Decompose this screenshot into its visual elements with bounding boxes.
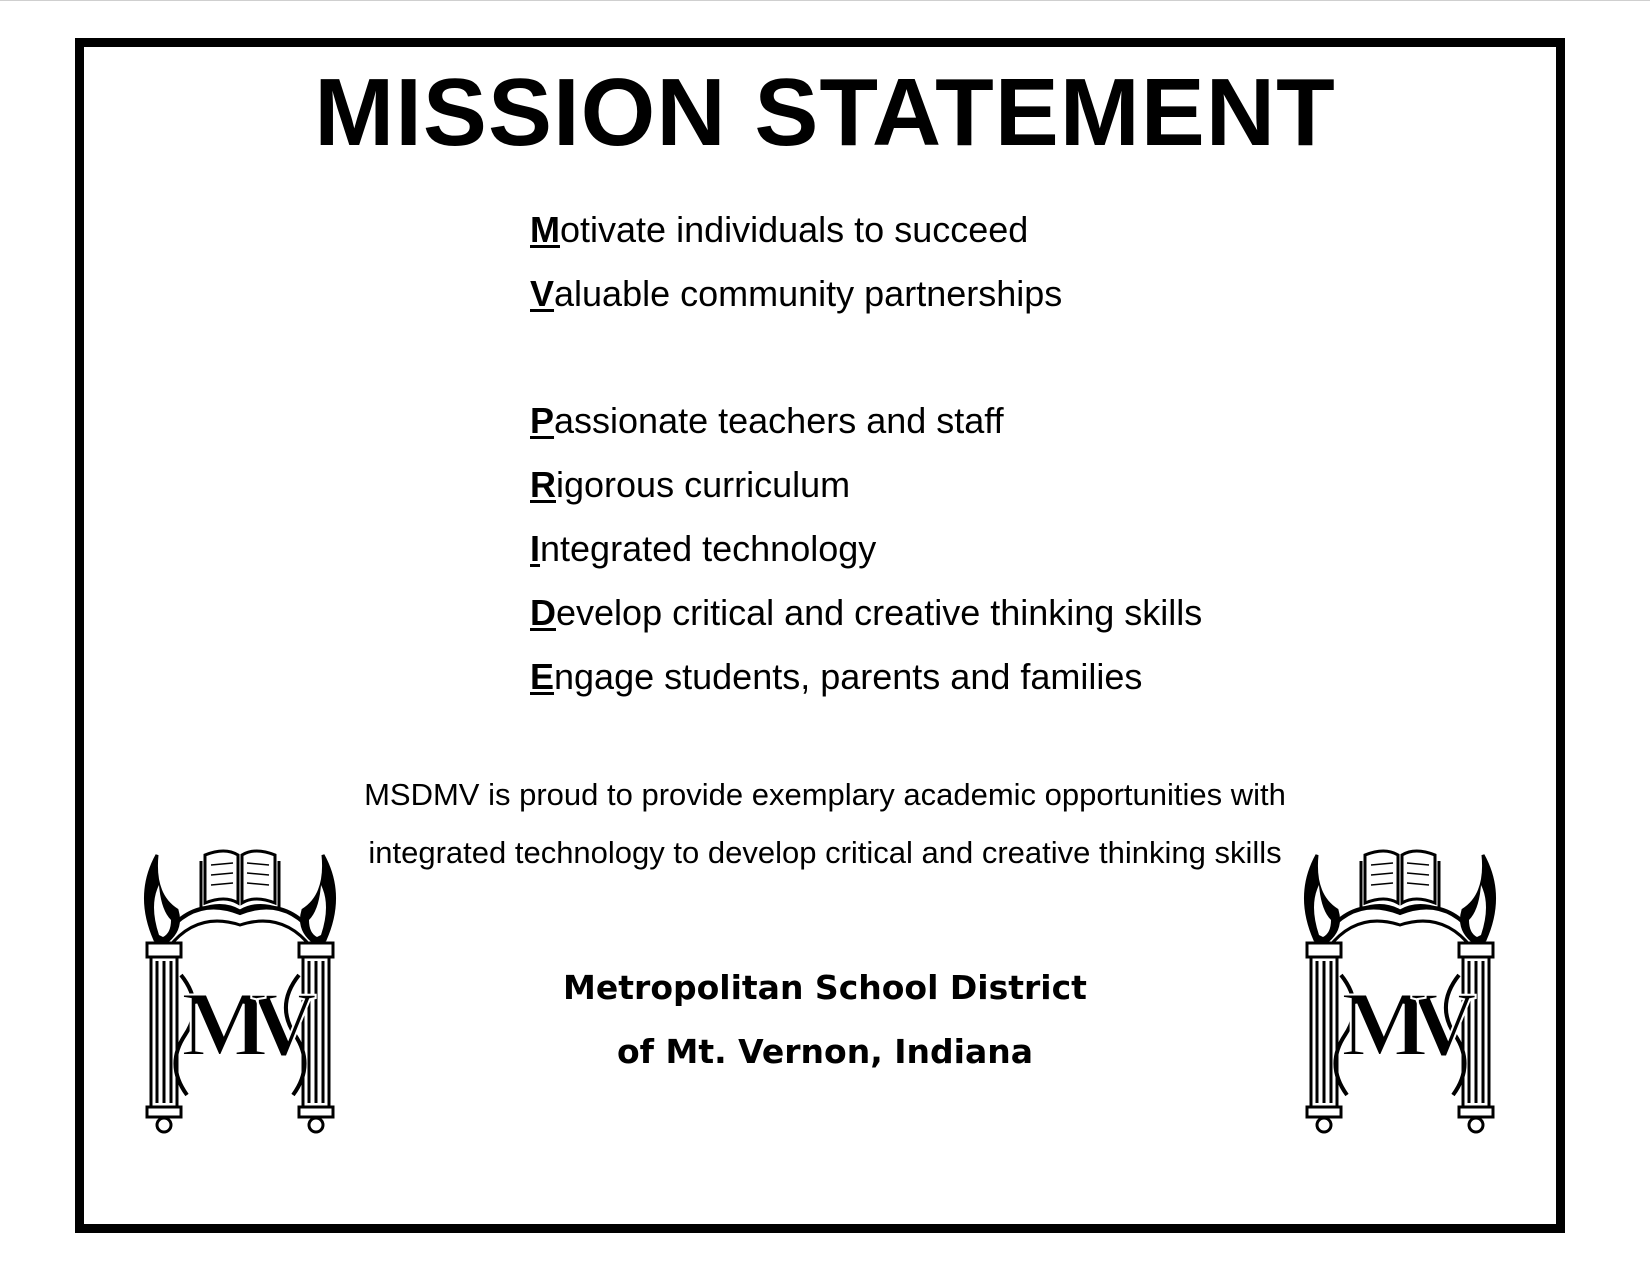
mission-acrostic	[530, 198, 1202, 709]
acrostic-letter: I	[530, 528, 541, 569]
acrostic-letter: E	[530, 656, 555, 697]
acrostic-line-e	[530, 645, 1202, 709]
acrostic-text: igorous curriculum	[556, 464, 851, 505]
mv-torch-book-emblem-icon	[1285, 825, 1515, 1145]
acrostic-line-p	[530, 389, 1202, 453]
district-name-line: of Mt. Vernon, Indiana	[617, 1032, 1033, 1071]
acrostic-line-v	[530, 262, 1202, 326]
district-name-line: Metropolitan School District	[563, 968, 1087, 1007]
acrostic-letter: P	[530, 400, 555, 441]
mission-summary-line: integrated technology to develop critical and creative thinking skills	[368, 835, 1282, 870]
acrostic-letter: V	[530, 273, 555, 314]
top-rule	[0, 0, 1650, 1]
mv-torch-book-emblem-icon	[125, 825, 355, 1145]
acrostic-letter: R	[530, 464, 556, 505]
acrostic-text: ngage students, parents and families	[554, 656, 1143, 697]
acrostic-line-i	[530, 517, 1202, 581]
svg-text:MV: MV	[1341, 973, 1459, 1075]
mission-summary-line: MSDMV is proud to provide exemplary academic opportunities with	[364, 777, 1286, 812]
acrostic-letter: D	[530, 592, 556, 633]
svg-text:MV: MV	[181, 973, 299, 1075]
acrostic-line-d	[530, 581, 1202, 645]
acrostic-letter: M	[530, 209, 560, 250]
acrostic-spacer	[530, 326, 1202, 389]
acrostic-text: assionate teachers and staff	[554, 400, 1004, 441]
acrostic-text: otivate individuals to succeed	[560, 209, 1029, 250]
acrostic-line-r	[530, 453, 1202, 517]
acrostic-text: aluable community partnerships	[554, 273, 1063, 314]
acrostic-text: ntegrated technology	[540, 528, 877, 569]
acrostic-text: evelop critical and creative thinking skills	[556, 592, 1203, 633]
acrostic-line-m	[530, 198, 1202, 262]
page-title: MISSION STATEMENT	[314, 59, 1336, 166]
